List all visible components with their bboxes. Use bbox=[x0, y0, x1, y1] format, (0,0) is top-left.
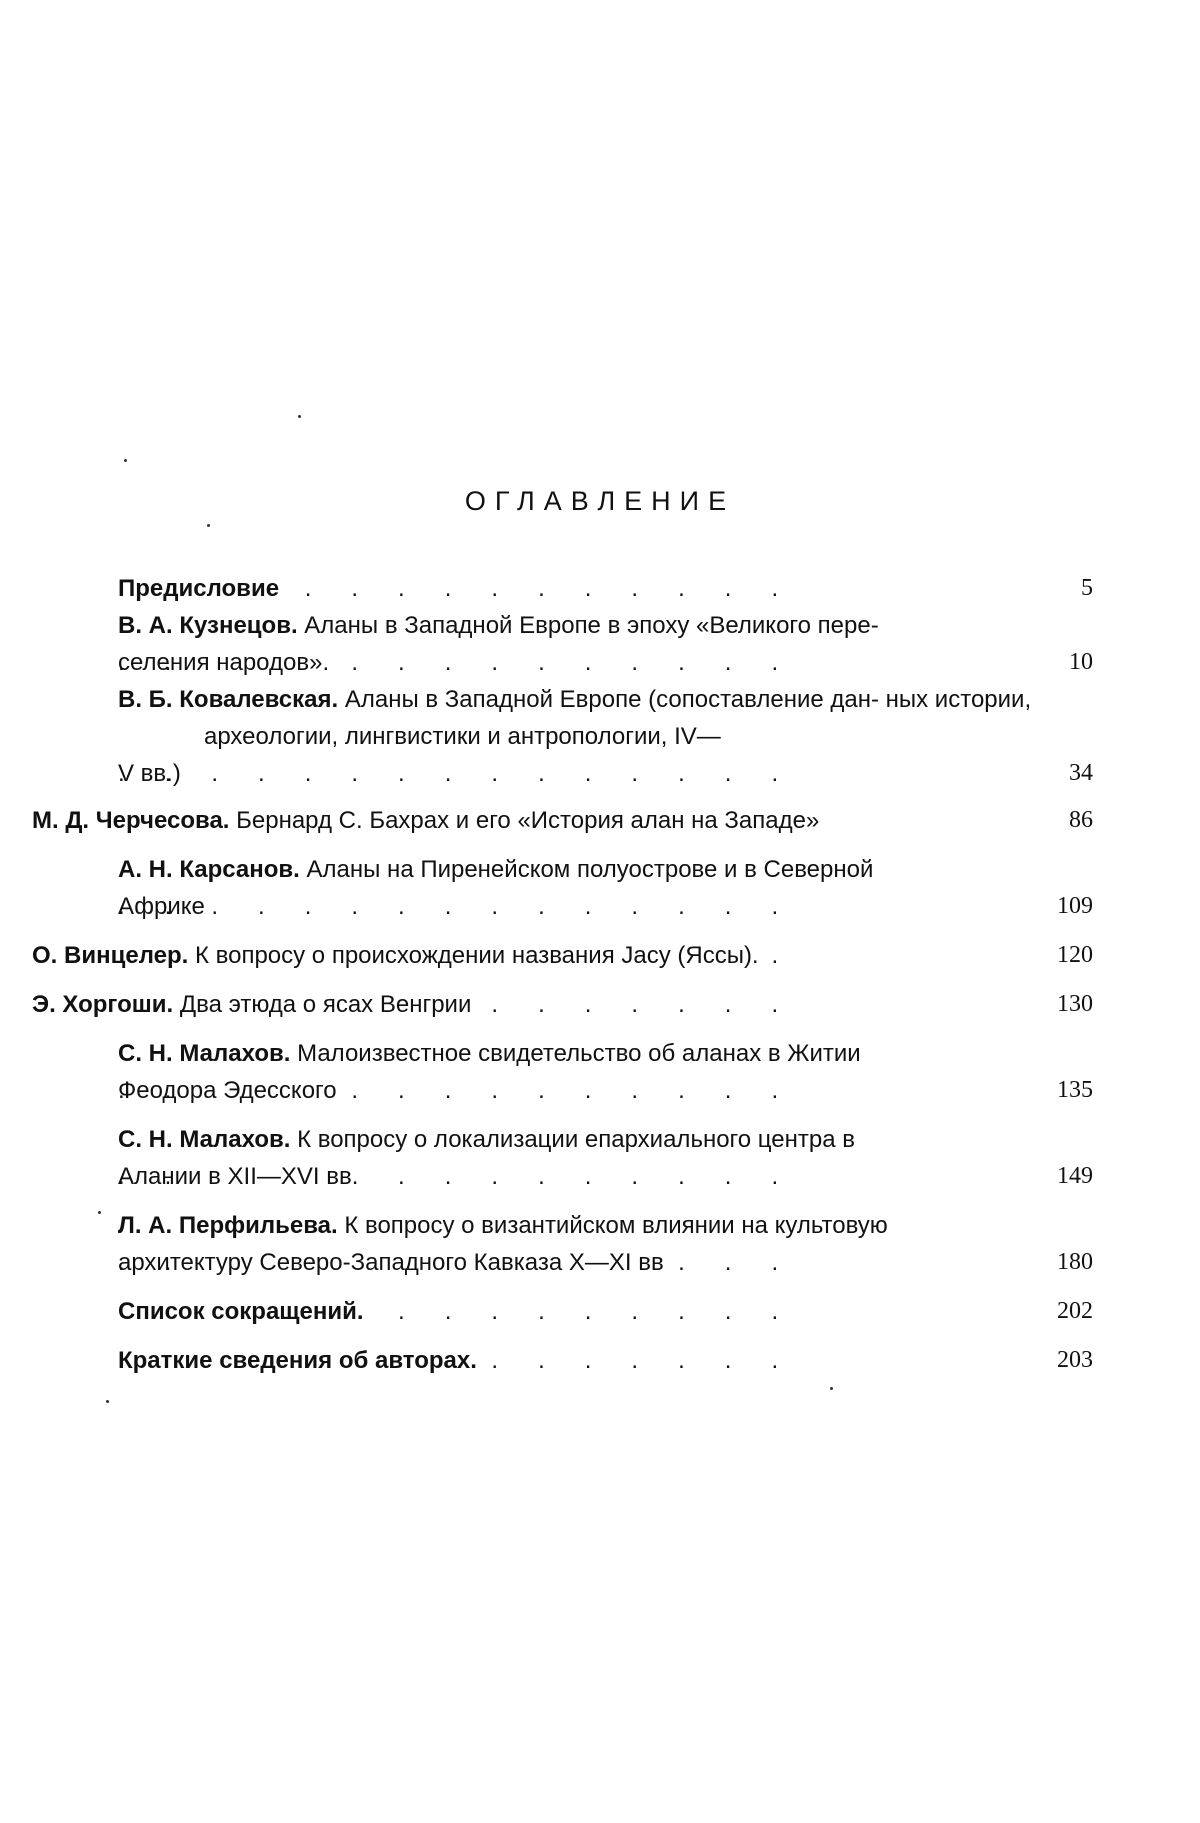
toc-title-end: Алании в XII—XVI вв. bbox=[204, 1158, 366, 1195]
toc-author: С. Н. Малахов. bbox=[118, 1126, 291, 1153]
toc-title-end: селения народов». bbox=[204, 644, 337, 681]
table-of-contents bbox=[32, 570, 1093, 1379]
toc-title: Бернард С. Бахрах и его «История алан на Западе» bbox=[229, 807, 820, 834]
toc-entry[interactable] bbox=[32, 986, 1093, 1023]
scan-speck bbox=[830, 1387, 833, 1390]
toc-page-number: 34 bbox=[1069, 760, 1093, 786]
toc-entry[interactable] bbox=[32, 802, 1093, 839]
dot-leaders bbox=[118, 888, 1015, 925]
toc-title: Аланы в Западной Европе (сопоставление дан- ных истории, археологии, лингвистики и антропологии, IV— bbox=[204, 686, 1032, 750]
toc-entry[interactable] bbox=[118, 681, 1093, 792]
toc-author: Л. А. Перфильева. bbox=[118, 1212, 338, 1239]
toc-entry[interactable] bbox=[118, 570, 1093, 607]
toc-entry[interactable] bbox=[118, 1342, 1093, 1379]
toc-entry[interactable] bbox=[118, 851, 1093, 925]
dot-leaders bbox=[118, 755, 1015, 792]
toc-author: О. Винцелер. bbox=[32, 942, 189, 969]
toc-title-end: V вв.) bbox=[204, 755, 212, 792]
toc-title: Малоизвестное свидетельство об аланах в Житии bbox=[290, 1040, 861, 1067]
toc-author: Список сокращений. bbox=[118, 1298, 364, 1325]
toc-page-number: 5 bbox=[1081, 575, 1093, 601]
toc-author: В. А. Кузнецов. bbox=[118, 612, 298, 639]
toc-title: Аланы в Западной Европе в эпоху «Великого пере- bbox=[297, 612, 879, 639]
toc-title-end: Феодора Эдесского bbox=[204, 1072, 345, 1109]
toc-author: Краткие сведения об авторах. bbox=[118, 1347, 477, 1374]
scan-speck bbox=[124, 459, 127, 462]
toc-entry[interactable] bbox=[118, 1207, 1093, 1281]
page-title: ОГЛАВЛЕНИЕ bbox=[464, 486, 736, 516]
toc-page-number: 120 bbox=[1057, 942, 1093, 968]
toc-title-end: Африке bbox=[204, 888, 213, 925]
toc-entry[interactable] bbox=[32, 937, 1093, 974]
toc-title: К вопросу о происхождении названия Jacy (Яссы). bbox=[188, 942, 759, 969]
toc-entry[interactable] bbox=[118, 607, 1093, 681]
toc-page-number: 130 bbox=[1057, 991, 1093, 1017]
toc-page-number: 180 bbox=[1057, 1249, 1093, 1275]
toc-page-number: 149 bbox=[1057, 1163, 1093, 1189]
toc-title: Два этюда о ясах Венгрии bbox=[173, 991, 472, 1018]
scan-speck bbox=[106, 1400, 109, 1403]
toc-author: Э. Хоргоши. bbox=[32, 991, 174, 1018]
toc-author: Предисловие bbox=[118, 575, 280, 602]
scan-speck bbox=[98, 1211, 101, 1214]
toc-page-number: 203 bbox=[1057, 1347, 1093, 1373]
toc-author: М. Д. Черчесова. bbox=[32, 807, 230, 834]
toc-entry[interactable] bbox=[118, 1035, 1093, 1109]
toc-page-number: 109 bbox=[1057, 893, 1093, 919]
toc-entry[interactable] bbox=[118, 1293, 1093, 1330]
toc-page-number: 202 bbox=[1057, 1298, 1093, 1324]
toc-title: К вопросу о византийском влиянии на культовую bbox=[337, 1212, 888, 1239]
toc-title: К вопросу о локализации епархиального центра в bbox=[290, 1126, 855, 1153]
toc-title: Аланы на Пиренейском полуострове и в Северной bbox=[299, 856, 874, 883]
toc-page-number: 135 bbox=[1057, 1077, 1093, 1103]
toc-author: В. Б. Ковалевская. bbox=[118, 686, 339, 713]
toc-entry[interactable] bbox=[118, 1121, 1093, 1195]
scan-speck bbox=[207, 524, 210, 527]
toc-page-number: 10 bbox=[1069, 649, 1093, 675]
toc-author: А. Н. Карсанов. bbox=[118, 856, 300, 883]
scan-speck bbox=[298, 415, 301, 418]
toc-page-number: 86 bbox=[1069, 807, 1093, 833]
toc-title-end: архитектуру Северо-Западного Кавказа X—XI вв bbox=[204, 1244, 672, 1281]
toc-author: С. Н. Малахов. bbox=[118, 1040, 291, 1067]
